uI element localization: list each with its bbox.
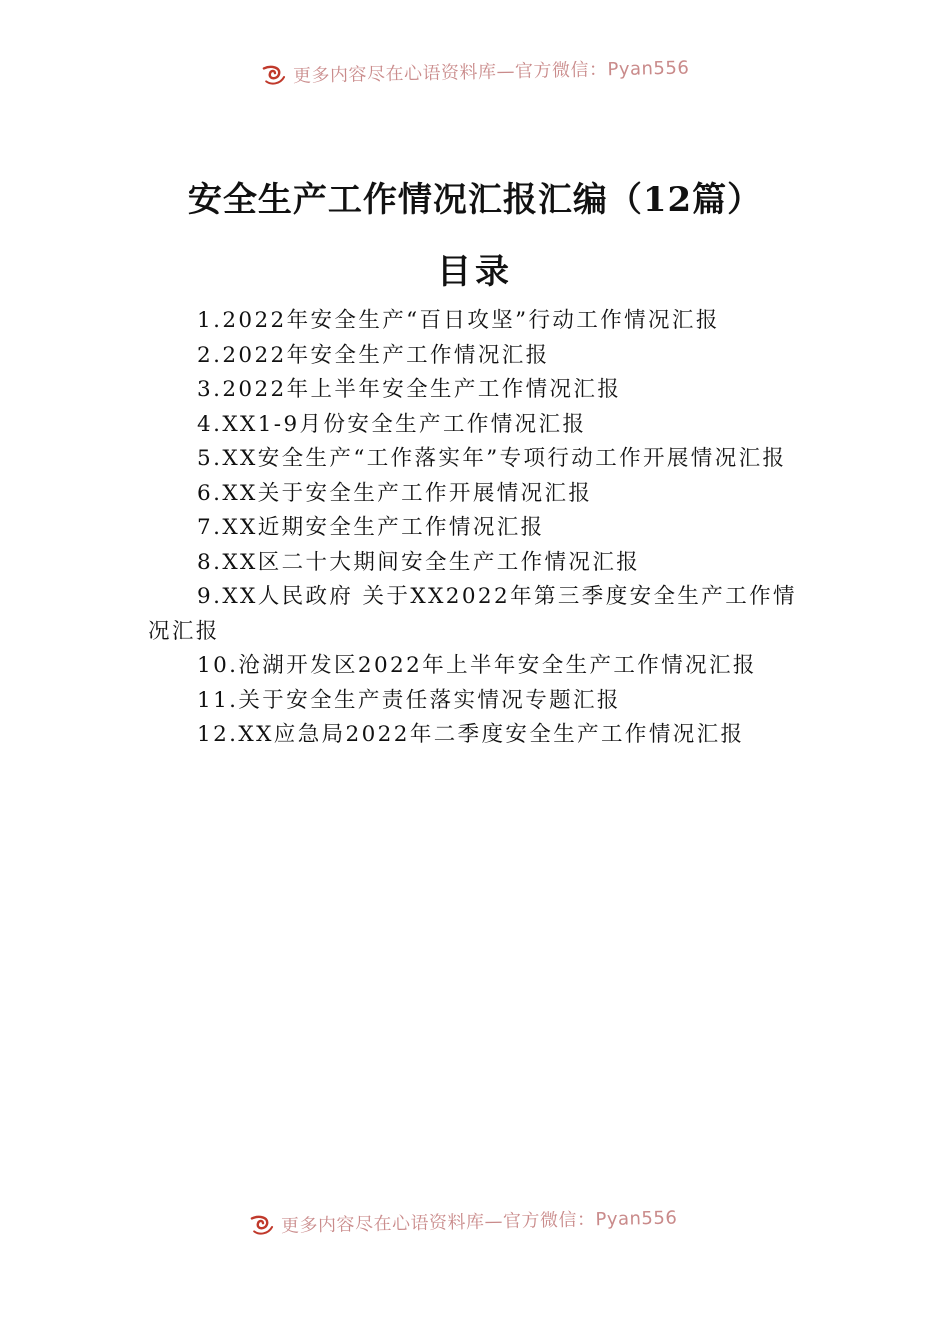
footer-watermark (0, 1206, 938, 1236)
watermark-text: 更多内容尽在心语资料库—官方微信：Pyan556 (280, 1207, 678, 1237)
toc-item: 8.XX区二十大期间安全生产工作情况汇报 (197, 549, 641, 575)
toc-item: 9.XX人民政府 关于XX2022年第三季度安全生产工作情况汇报 (148, 584, 797, 644)
toc-item: 10.沧湖开发区2022年上半年安全生产工作情况汇报 (197, 653, 757, 678)
toc-item: 2.2022年安全生产工作情况汇报 (197, 342, 550, 368)
toc-item: 5.XX安全生产“工作落实年”专项行动工作开展情况汇报 (197, 446, 787, 471)
watermark-text: 更多内容尽在心语资料库—官方微信：Pyan556 (292, 57, 690, 87)
toc-item: 1.2022年安全生产“百日攻坚”行动工作情况汇报 (197, 308, 720, 333)
toc-heading: 目录 (437, 252, 513, 292)
document-title: 安全生产工作情况汇报汇编（12篇） (187, 180, 763, 220)
red-swirl-logo-icon (261, 64, 287, 87)
toc-item: 3.2022年上半年安全生产工作情况汇报 (197, 377, 622, 402)
table-of-contents (148, 304, 810, 753)
red-swirl-logo-icon (249, 1214, 275, 1237)
header-watermark (0, 56, 950, 86)
toc-item: 7.XX近期安全生产工作情况汇报 (197, 515, 545, 540)
toc-item: 6.XX关于安全生产工作开展情况汇报 (197, 480, 593, 506)
toc-item: 12.XX应急局2022年二季度安全生产工作情况汇报 (197, 722, 745, 747)
toc-item: 4.XX1-9月份安全生产工作情况汇报 (197, 411, 587, 437)
toc-item: 11.关于安全生产责任落实情况专题汇报 (197, 687, 621, 713)
